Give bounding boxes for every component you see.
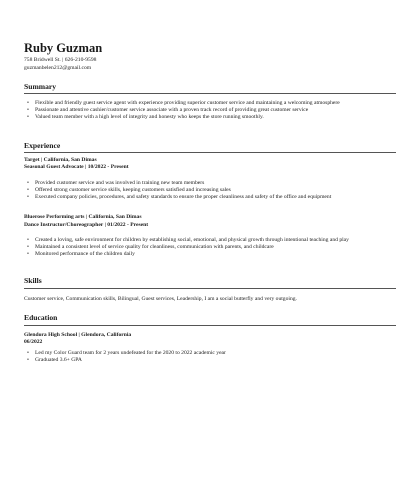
education-divider (24, 325, 396, 326)
skills-text: Customer service, Communication skills, Bilingual, Guest services, Leadership, I am a social butterfly and very outgoing. (24, 296, 297, 302)
summary-bullet: • Passionate and attentive cashier/customer service associate with a proven track record of providing great customer service (24, 107, 384, 114)
experience-heading: Experience (24, 141, 61, 150)
job-bullet: • Created a loving, safe environment for children by establishing social, emotional, and physical growth through intentional teaching and play (24, 237, 384, 244)
skills-heading: Skills (24, 276, 42, 285)
job-bullet: • Maintained a consistent level of service quality for cleanliness, communication with parents, and childcare (24, 244, 384, 251)
job-bullets (24, 237, 384, 258)
job-bullet: • Executed company policies, procedures, and safety standards to ensure the proper cleanliness and safety of the office and equipment (24, 194, 384, 201)
experience-divider (24, 152, 396, 153)
contact-email: guzmanbelen212@gmail.com (24, 65, 92, 71)
education-bullet: • Graduated 3.6+ GPA (24, 357, 384, 364)
summary-bullet: • Flexible and friendly guest service agent with experience providing superior customer service and maintaining a welcoming atmosphere (24, 100, 384, 107)
summary-divider (24, 93, 396, 94)
summary-list (24, 100, 384, 121)
job-employer: Bluerose Performing arts | California, San Dimas (24, 214, 142, 220)
contact-address-phone: 758 Bridwell St. | 626-210-9598 (24, 57, 97, 63)
job-employer: Target | California, San Dimas (24, 157, 97, 163)
job-bullet: • Provided customer service and was involved in training new team members (24, 180, 384, 187)
education-bullet: • Led my Color Guard team for 2 years undefeated for the 2020 to 2022 academic year (24, 350, 384, 357)
candidate-name: Ruby Guzman (24, 41, 103, 55)
school-name: Glendora High School | Glendora, California (24, 332, 132, 338)
graduation-date: 06/2022 (24, 339, 43, 345)
job-bullet: • Monitored performance of the children daily (24, 251, 384, 258)
summary-heading: Summary (24, 82, 57, 91)
education-bullets (24, 350, 384, 364)
job-role: Seasonal Guest Advocate | 10/2022 - Present (24, 164, 129, 170)
job-role: Dance Instructor/Choreographer | 01/2022 - Present (24, 222, 149, 228)
job-bullet: • Offered strong customer service skills, keeping customers satisfied and increasing sales (24, 187, 384, 194)
education-heading: Education (24, 313, 58, 322)
summary-bullet: • Valued team member with a high level of integrity and honesty who keeps the store running smoothly. (24, 114, 384, 121)
skills-divider (24, 288, 396, 289)
job-bullets (24, 180, 384, 201)
